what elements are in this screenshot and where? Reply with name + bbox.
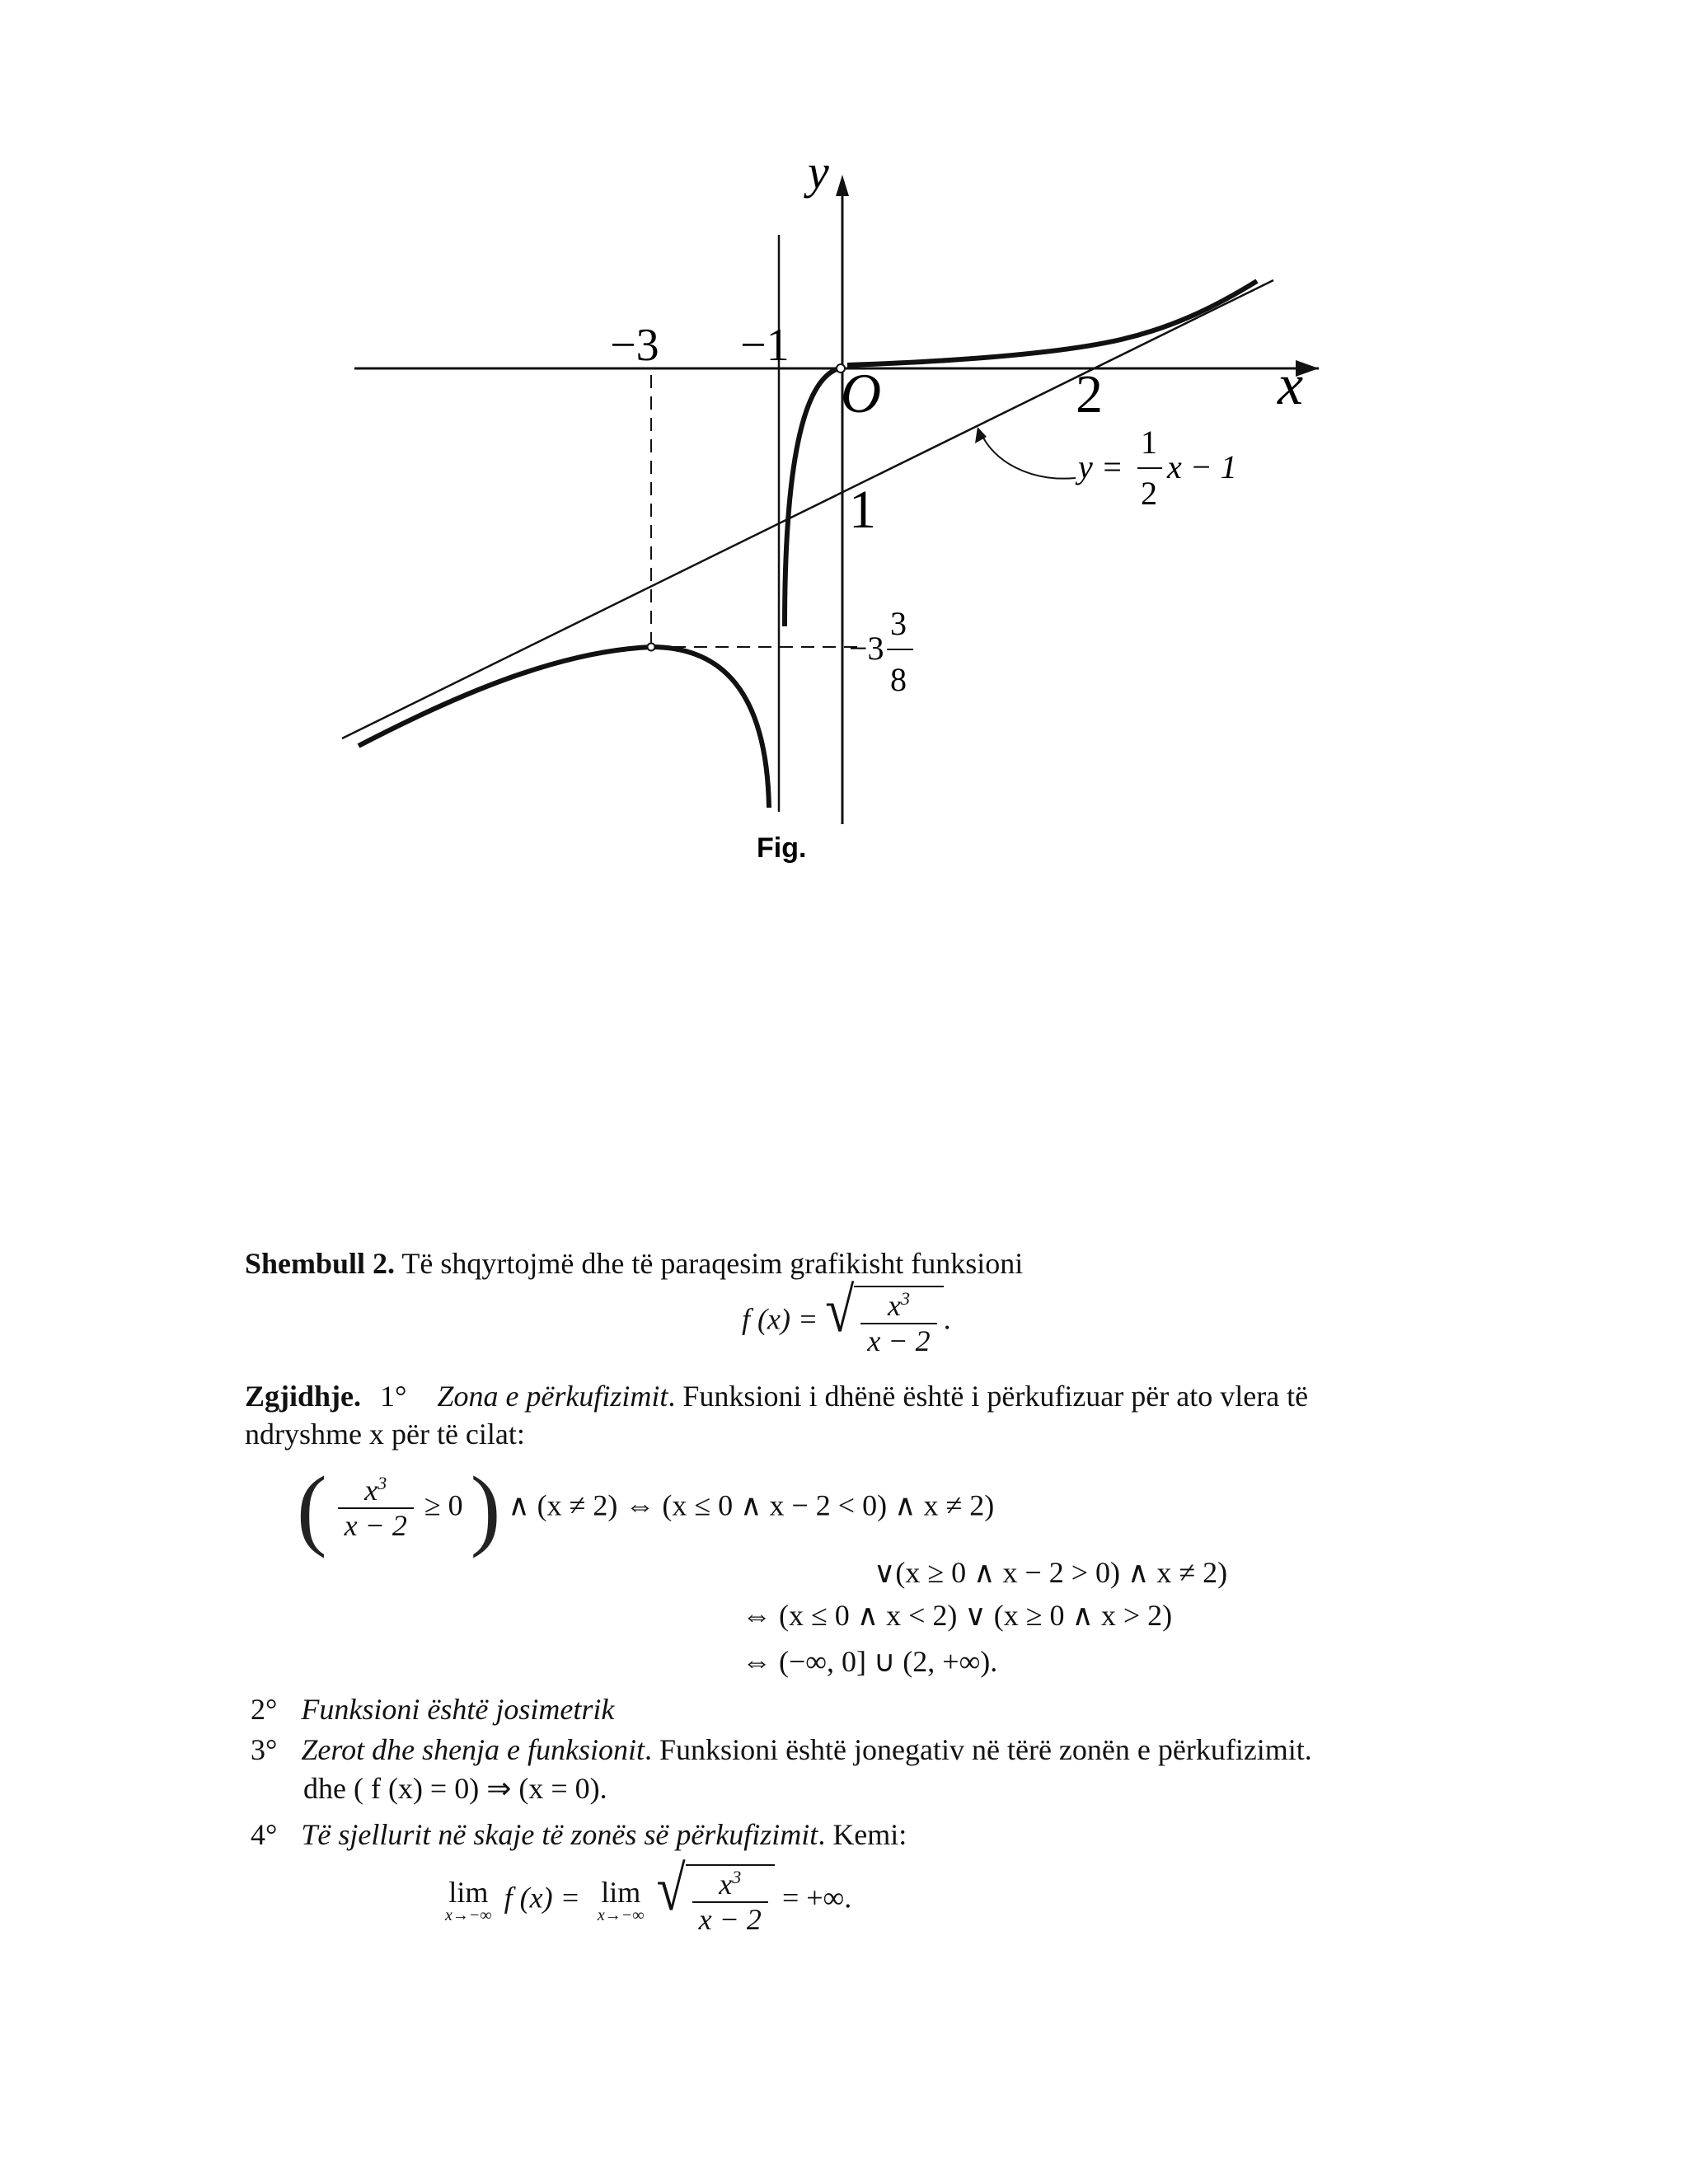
function-lhs: f (x) = — [742, 1302, 818, 1336]
step3-text: . Funksioni është jonegativ në tërë zonën e përkufizimit. — [645, 1733, 1312, 1766]
step1-title: Zona e përkufizimit — [437, 1380, 668, 1413]
asymptote-eq-lhs: y = — [1078, 448, 1123, 485]
function-definition — [742, 1274, 951, 1358]
limit-1-sub: x→−∞ — [445, 1906, 492, 1924]
sqrt-sign: √ — [825, 1274, 855, 1345]
function-fraction — [860, 1289, 936, 1358]
domain-condition-line1 — [297, 1458, 995, 1558]
limit-den: x − 2 — [692, 1901, 768, 1937]
limit-result: = +∞. — [781, 1881, 852, 1915]
step4-title: Të sjellurit në skaje të zonës së përkufizimit — [301, 1818, 818, 1851]
curve-left-lower — [359, 647, 769, 808]
function-sqrt — [825, 1274, 943, 1358]
step2-line — [251, 1694, 614, 1724]
limit-sqrt — [656, 1853, 775, 1937]
example-title: Shembull 2. — [245, 1247, 396, 1280]
step2-number: 2° — [251, 1693, 278, 1726]
limit-num: x — [719, 1868, 733, 1900]
level-label-integer: −3 — [849, 630, 884, 667]
point-extremum — [648, 644, 655, 651]
solution-label: Zgjidhje. — [245, 1380, 362, 1413]
level-label-denominator: 8 — [890, 661, 907, 698]
y-axis-arrow — [836, 175, 849, 196]
function-num-exp: 3 — [901, 1288, 910, 1309]
y-axis-label: y — [808, 145, 829, 199]
domain-condition-line3: ⇔ (x ≤ 0 ∧ x < 2) ∨ (x ≥ 0 ∧ x > 2) — [742, 1599, 1173, 1632]
example-intro: Të shqyrtojmë dhe të paraqesim grafikisht funksioni — [395, 1247, 1024, 1280]
open-paren: ( — [297, 1458, 327, 1558]
step1-number: 1° — [380, 1380, 407, 1413]
level-label-numerator: 3 — [890, 605, 907, 642]
limit-1 — [445, 1877, 492, 1924]
step4-text: . Kemi: — [818, 1818, 907, 1851]
function-den: x − 2 — [860, 1323, 936, 1358]
close-paren: ) — [470, 1458, 501, 1558]
step4-line — [251, 1820, 907, 1849]
asymptote-eq-num: 1 — [1141, 424, 1157, 461]
condition-fraction — [338, 1474, 414, 1543]
limit-1-word: lim — [448, 1876, 489, 1909]
asymptote-pointer — [981, 433, 1076, 479]
oblique-asymptote — [342, 280, 1273, 738]
step3-line — [251, 1735, 1312, 1765]
limit-num-exp: 3 — [732, 1867, 742, 1887]
tick-label-2: 2 — [1076, 364, 1103, 424]
condition-rest: ∧ (x ≠ 2) ⇔ (x ≤ 0 ∧ x − 2 < 0) ∧ x ≠ 2) — [508, 1488, 995, 1522]
asymptote-eq-rhs: x − 1 — [1167, 448, 1237, 485]
limit-sqrt-radicand — [686, 1864, 775, 1937]
limit-2-sub: x→−∞ — [597, 1906, 645, 1924]
step2-title: Funksioni është josimetrik — [301, 1693, 615, 1726]
tick-label-neg1: −1 — [740, 320, 790, 371]
example-heading-line — [245, 1249, 1023, 1278]
function-num: x — [888, 1289, 901, 1322]
curve-right — [847, 281, 1257, 365]
limit-fx: f (x) = — [504, 1881, 580, 1915]
step3-title: Zerot dhe shenja e funksionit — [301, 1733, 645, 1766]
origin-label: O — [841, 362, 882, 424]
domain-condition-line4: ⇔ (−∞, 0] ∪ (2, +∞). — [742, 1645, 998, 1678]
asymptote-eq-den: 2 — [1141, 475, 1157, 512]
solution-step1-line — [245, 1381, 1308, 1411]
step3-line2: dhe ( f (x) = 0) ⇒ (x = 0). — [303, 1772, 607, 1805]
limit-2 — [598, 1877, 645, 1924]
x-axis-label: x — [1278, 354, 1304, 417]
condition-den: x − 2 — [338, 1507, 414, 1543]
step3-number: 3° — [251, 1733, 278, 1766]
condition-num: x — [364, 1474, 378, 1507]
tick-label-neg3: −3 — [610, 320, 659, 371]
function-graph — [0, 0, 1688, 890]
limit-sqrt-sign: √ — [656, 1853, 686, 1924]
tick-label-1: 1 — [849, 480, 876, 540]
step4-number: 4° — [251, 1818, 278, 1851]
limit-expression — [445, 1853, 852, 1937]
step1-text: . Funksioni i dhënë është i përkufizuar për ato vlera të — [668, 1380, 1309, 1413]
condition-ineq: ≥ 0 — [424, 1488, 463, 1522]
function-period: . — [943, 1302, 951, 1336]
domain-condition-line2: ∨(x ≥ 0 ∧ x − 2 > 0) ∧ x ≠ 2) — [874, 1556, 1228, 1589]
limit-fraction — [692, 1868, 768, 1937]
condition-num-exp: 3 — [377, 1473, 387, 1494]
figure-caption: Fig. — [757, 832, 807, 864]
step1-line2: ndryshme x për të cilat: — [245, 1418, 525, 1451]
limit-2-word: lim — [601, 1876, 641, 1909]
sqrt-radicand — [854, 1286, 943, 1358]
